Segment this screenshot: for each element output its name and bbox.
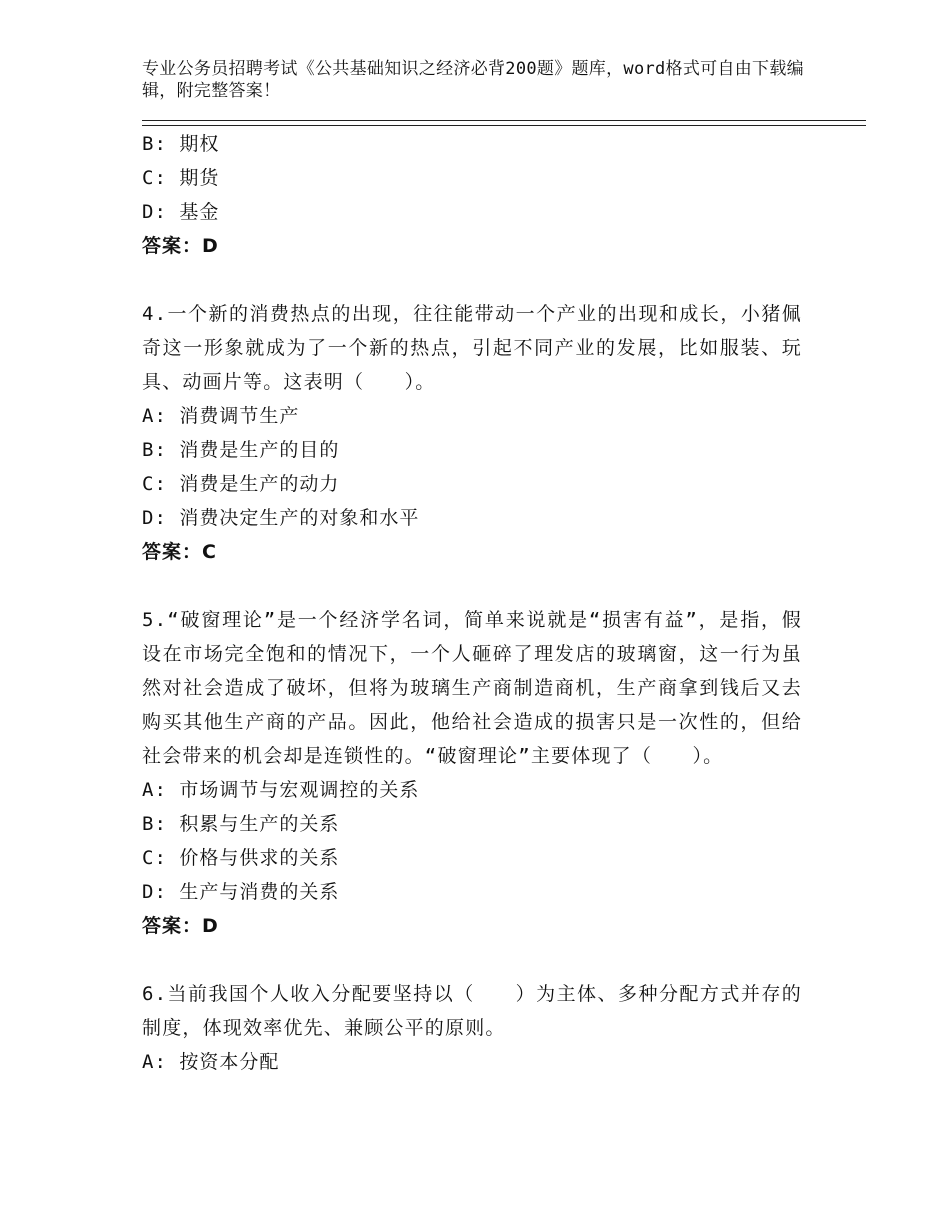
q6-stem: 6.当前我国个人收入分配要坚持以（ ）为主体、多种分配方式并存的制度，体现效率优先、兼顾公平的原则。 [142,983,802,1039]
q3-option-d: D: 基金 [142,201,220,223]
q4-option-c: C: 消费是生产的动力 [142,473,340,495]
spacer [142,943,802,977]
q5-option-a: A: 市场调节与宏观调控的关系 [142,779,420,801]
q4-option-a: A: 消费调节生产 [142,405,300,427]
q5-option-c: C: 价格与供求的关系 [142,847,340,869]
question-4 [142,297,802,569]
q3-option-c: C: 期货 [142,167,220,189]
q3-answer: 答案：D [142,235,219,257]
question-3 [142,127,802,263]
q5-answer: 答案：D [142,915,219,937]
q4-answer: 答案：C [142,541,217,563]
q5-option-b: B: 积累与生产的关系 [142,813,340,835]
q4-option-b: B: 消费是生产的目的 [142,439,340,461]
q5-option-d: D: 生产与消费的关系 [142,881,340,903]
q4-option-d: D: 消费决定生产的对象和水平 [142,507,420,529]
spacer [142,263,802,297]
spacer [142,569,802,603]
q3-option-b: B: 期权 [142,133,220,155]
question-5 [142,603,802,943]
page-header: 专业公务员招聘考试《公共基础知识之经济必背200题》题库，word格式可自由下载编辑，附完整答案！ [142,59,804,101]
question-content [142,127,802,1079]
header-rule-thick [142,120,866,121]
q5-stem: 5.“破窗理论”是一个经济学名词，简单来说就是“损害有益”，是指，假设在市场完全饱和的情况下，一个人砸碎了理发店的玻璃窗，这一行为虽然对社会造成了破坏，但将为玻璃生产商制造商机，生产商拿到钱后又去购买其他生产商的产品。因此，他给社会造成的损害只是一次性的，但给社会带来的机会却是连锁性的。“破窗理论”主要体现了（ ）。 [142,609,802,767]
question-6 [142,977,802,1079]
header-rule-thin [142,125,866,126]
q4-stem: 4.一个新的消费热点的出现，往往能带动一个产业的出现和成长，小猪佩奇这一形象就成为了一个新的热点，引起不同产业的发展，比如服装、玩具、动画片等。这表明（ ）。 [142,303,802,393]
q6-option-a: A: 按资本分配 [142,1051,280,1073]
